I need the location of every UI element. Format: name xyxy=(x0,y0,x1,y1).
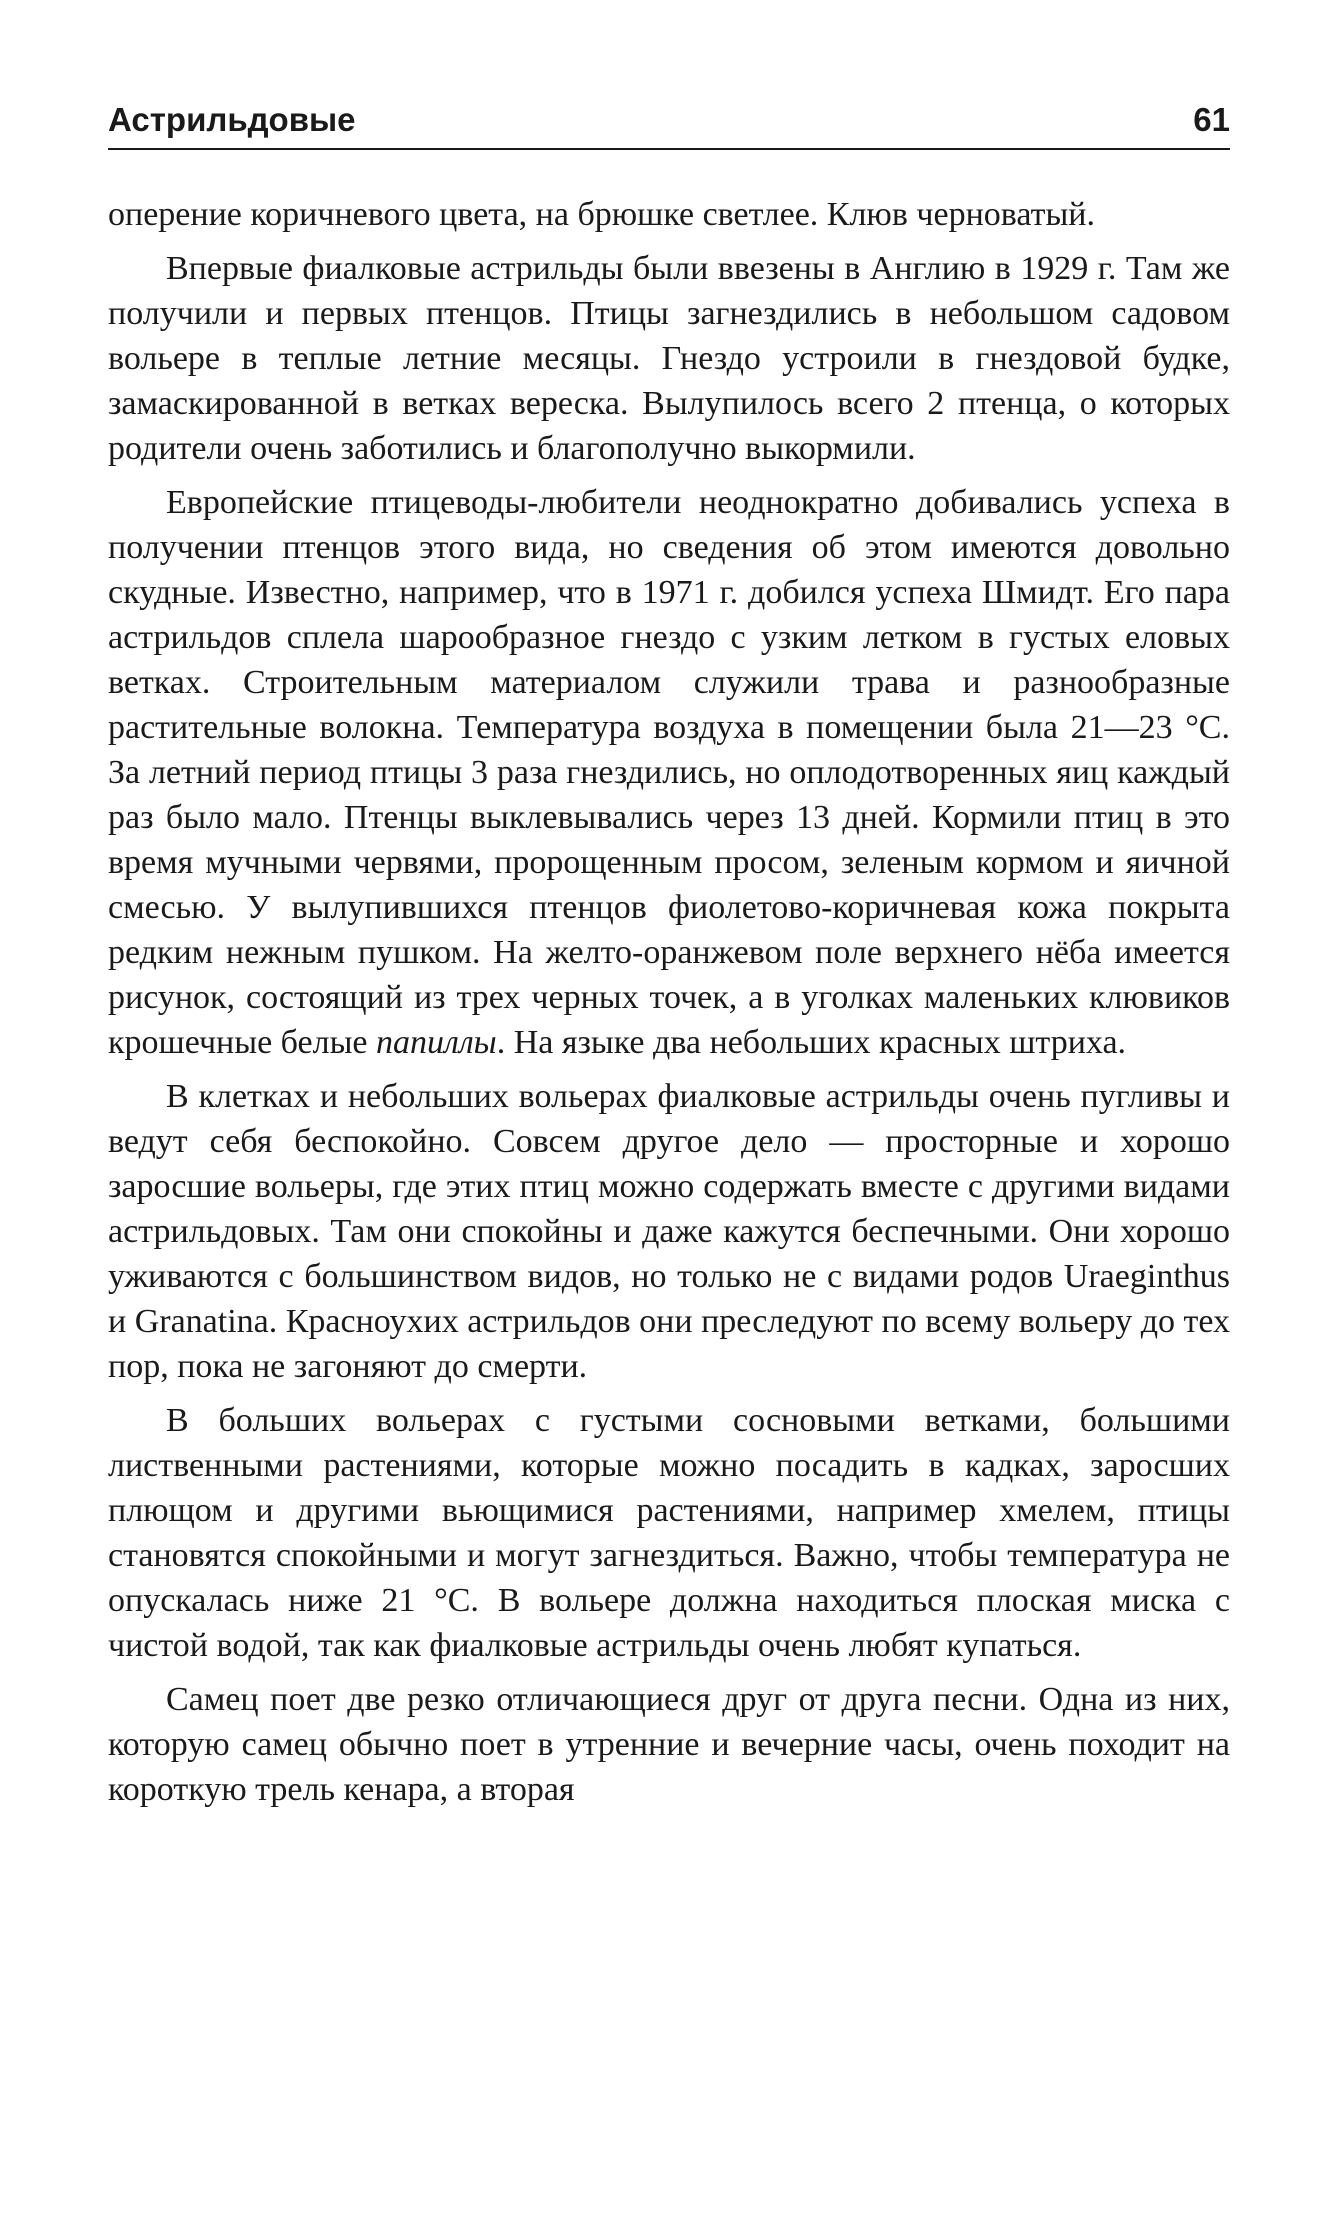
section-title: Астрильдовые xyxy=(108,101,356,138)
paragraph-5: В больших вольерах с густыми сосновыми ветками, большими лиственными растениями, которые можно посадить в кадках, заросших плющом и другими вьющимися растениями, например хмелем, птицы становятся спокойными и могут загнездиться. Важно, чтобы температура не опускалась ниже 21 °С. В вольере должна находиться плоская миска с чистой водой, так как фиалковые астрильды очень любят купаться. xyxy=(108,1402,1230,1664)
paragraph-3 xyxy=(108,480,1230,1065)
book-page xyxy=(108,100,1230,1821)
page-number: 61 xyxy=(1193,101,1230,138)
paragraph-1: оперение коричневого цвета, на брюшке светлее. Клюв черноватый. xyxy=(108,196,1095,233)
paragraph-4: В клетках и небольших вольерах фиалковые астрильды очень пугливы и ведут себя беспокойно. Совсем другое дело — просторные и хорошо заросшие вольеры, где этих птиц можно содержать вместе с другими видами астрильдовых. Там они спокойны и даже кажутся беспечными. Они хорошо уживаются с большинством видов, но только не с видами родов Uraeginthus и Granatina. Красноухих астрильдов они преследуют по всему вольеру до тех пор, пока не загоняют до смерти. xyxy=(108,1078,1230,1385)
body-text xyxy=(108,192,1230,1812)
paragraph-3-text: Европейские птицеводы-любители неоднократно добивались успеха в получении птенцов этого вида, но сведения об этом имеются довольно скудные. Известно, например, что в 1971 г. добился успеха Шмидт. Его пара астрильдов сплела шарообразное гнездо с узким летком в густых еловых ветках. Строительным материалом служили трава и разнообразные растительные волокна. Температура воздуха в помещении была 21—23 °С. За летний период птицы 3 раза гнездились, но оплодотворенных яиц каждый раз было мало. Птенцы выклевывались через 13 дней. Кормили птиц в это время мучными червями, пророщенным просом, зеленым кормом и яичной смесью. У вылупившихся птенцов фиолетово-коричневая кожа покрыта редким нежным пушком. На желто-оранжевом поле верхнего нёба имеется рисунок, состоящий из трех черных точек, а в уголках маленьких клювиков крошечные белые xyxy=(108,484,1230,1061)
italic-term: папиллы xyxy=(376,1024,497,1061)
paragraph-2: Впервые фиалковые астрильды были ввезены в Англию в 1929 г. Там же получили и первых птенцов. Птицы загнездились в небольшом садовом вольере в теплые летние месяцы. Гнездо устроили в гнездовой будке, замаскированной в ветках вереска. Вылупилось всего 2 птенца, о которых родители очень заботились и благополучно выкормили. xyxy=(108,250,1230,467)
paragraph-3-tail: . На языке два небольших красных штриха. xyxy=(496,1024,1127,1061)
paragraph-6: Самец поет две резко отличающиеся друг от друга песни. Одна из них, которую самец обычно поет в утренние и вечерние часы, очень походит на короткую трель кенара, а вторая xyxy=(108,1681,1230,1808)
running-head xyxy=(108,100,1230,150)
